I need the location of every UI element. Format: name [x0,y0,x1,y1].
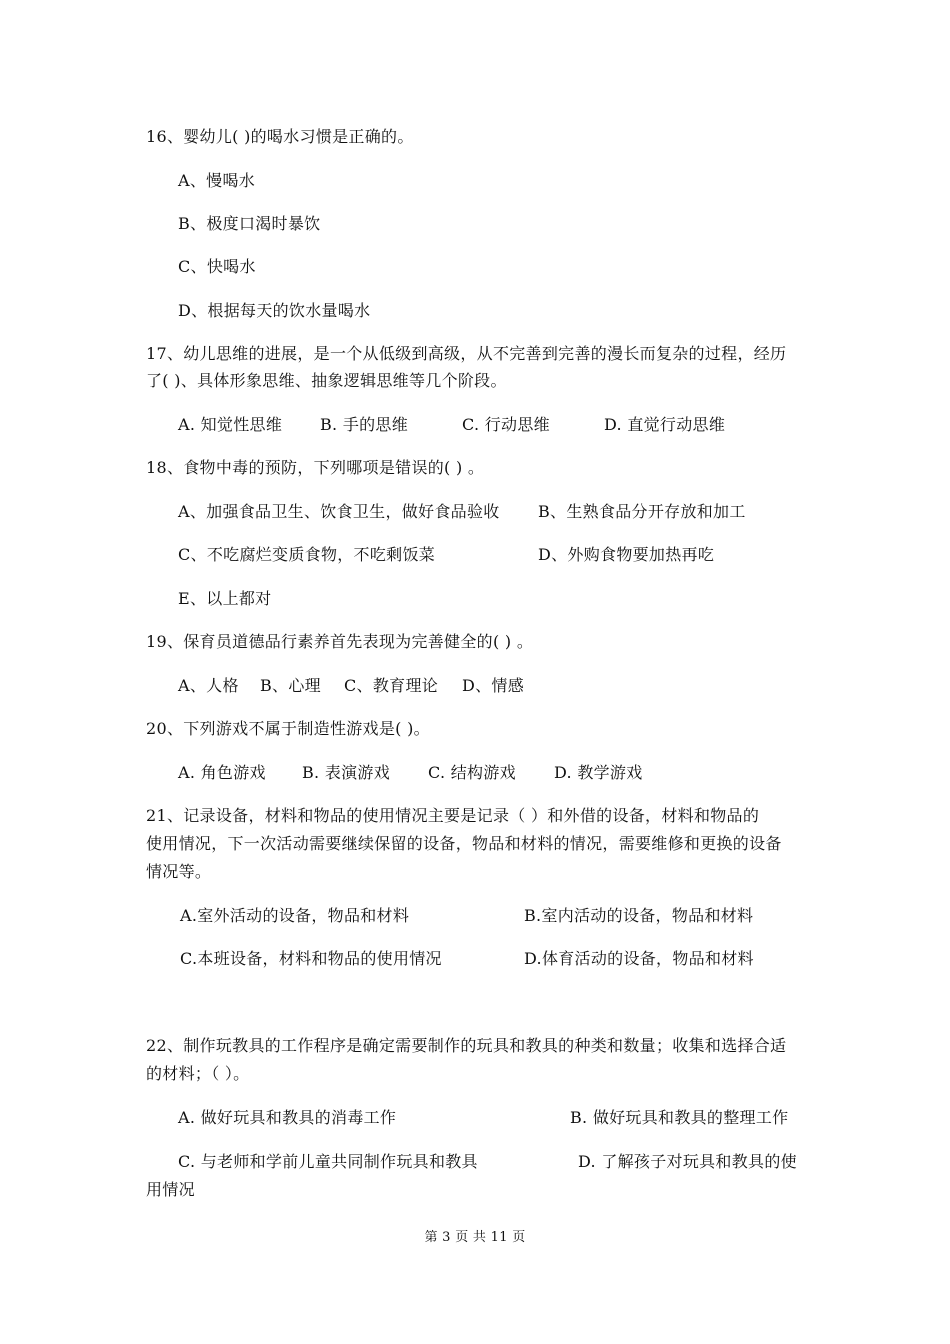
question-21-option-d: D.体育活动的设备，物品和材料 [524,949,754,968]
question-20-option-b: B. 表演游戏 [302,763,391,782]
question-16-option-d: D、根据每天的饮水量喝水 [178,301,371,320]
question-20-option-d: D. 教学游戏 [554,763,643,782]
question-18-option-c: C、不吃腐烂变质食物，不吃剩饭菜 [178,545,436,564]
question-21-option-c: C.本班设备，材料和物品的使用情况 [180,949,442,968]
question-20-option-a: A. 角色游戏 [178,763,266,782]
question-18-option-e: E、以上都对 [178,589,272,608]
question-17-option-c: C. 行动思维 [462,415,550,434]
question-18-option-d: D、外购食物要加热再吃 [538,545,715,564]
question-19-stem: 19、保育员道德品行素养首先表现为完善健全的( ) 。 [146,632,534,651]
question-20-option-c: C. 结构游戏 [428,763,516,782]
question-21-stem-line-3: 情况等。 [146,862,212,881]
question-18-option-b: B、生熟食品分开存放和加工 [538,502,746,521]
question-22-option-b: B. 做好玩具和教具的整理工作 [570,1108,789,1127]
question-22-option-d-continued: 用情况 [146,1180,195,1199]
question-17-stem-line-1: 17、幼儿思维的进展，是一个从低级到高级，从不完善到完善的漫长而复杂的过程，经历 [146,344,787,363]
question-16-option-a: A、慢喝水 [178,171,256,190]
question-22-option-c: C. 与老师和学前儿童共同制作玩具和教具 [178,1152,478,1171]
question-22-stem-line-1: 22、制作玩教具的工作程序是确定需要制作的玩具和教具的种类和数量；收集和选择合适 [146,1036,787,1055]
question-17-stem-line-2: 了( )、具体形象思维、抽象逻辑思维等几个阶段。 [146,371,507,390]
question-19-option-a: A、人格 [178,676,239,695]
question-21-stem-line-2: 使用情况，下一次活动需要继续保留的设备，物品和材料的情况，需要维修和更换的设备 [146,834,782,853]
question-22-option-a: A. 做好玩具和教具的消毒工作 [178,1108,397,1127]
question-18-stem: 18、食物中毒的预防，下列哪项是错误的( ) 。 [146,458,485,477]
question-19-option-d: D、情感 [462,676,525,695]
question-21-option-a: A.室外活动的设备，物品和材料 [180,906,410,925]
question-19-option-b: B、心理 [260,676,321,695]
question-21-option-b: B.室内活动的设备，物品和材料 [524,906,754,925]
question-21-stem-line-1: 21、记录设备，材料和物品的使用情况主要是记录（ ）和外借的设备，材料和物品的 [146,806,760,825]
page-footer: 第 3 页 共 11 页 [424,1230,526,1245]
question-16-option-c: C、快喝水 [178,257,256,276]
question-22-stem-line-2: 的材料；（ ）。 [146,1064,250,1083]
question-17-option-d: D. 直觉行动思维 [604,415,726,434]
question-18-option-a: A、加强食品卫生、饮食卫生，做好食品验收 [178,502,500,521]
question-19-option-c: C、教育理论 [344,676,439,695]
question-16-option-b: B、极度口渴时暴饮 [178,214,321,233]
question-17-option-a: A. 知觉性思维 [178,415,283,434]
question-17-option-b: B. 手的思维 [320,415,409,434]
question-20-stem: 20、下列游戏不属于制造性游戏是( )。 [146,719,430,738]
question-16-stem: 16、婴幼儿( )的喝水习惯是正确的。 [146,127,414,146]
question-22-option-d: D. 了解孩子对玩具和教具的使 [578,1152,797,1171]
